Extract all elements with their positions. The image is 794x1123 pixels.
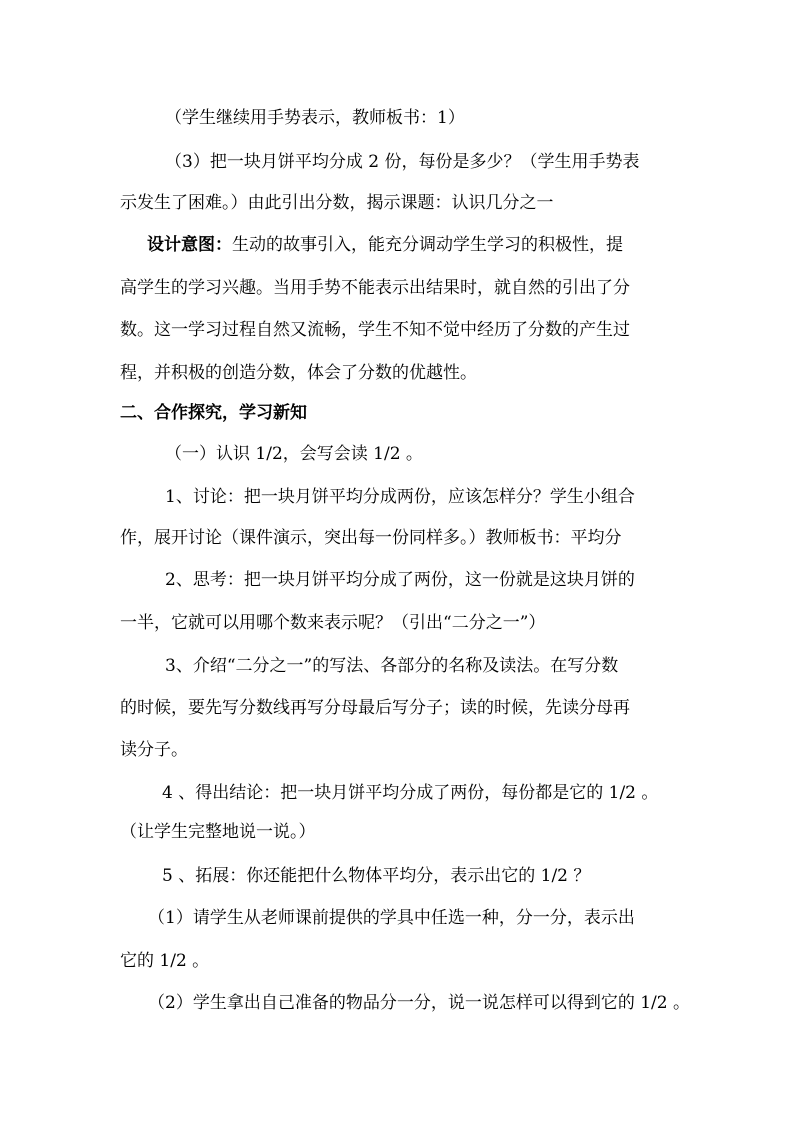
- text-line-16: 读分子。: [120, 740, 188, 760]
- text-line-22: （2）学生拿出自己准备的物品分一分，说一说怎样可以得到它的 1/2 。: [148, 993, 690, 1013]
- design-intent-label: 设计意图：: [147, 235, 232, 255]
- text-line-6: 数。这一学习过程自然又流畅，学生不知不觉中经历了分数的产生过: [120, 320, 630, 340]
- text-line-19: 5 、拓展：你还能把什么物体平均分，表示出它的 1/2 ？: [162, 866, 591, 886]
- text-line-15: 的时候，要先写分数线再写分母最后写分子；读的时候，先读分母再: [120, 698, 630, 718]
- design-intent-text: 生动的故事引入，能充分调动学生学习的积极性，提: [232, 235, 623, 255]
- text-line-2: （3）把一块月饼平均分成 2 份，每份是多少？（学生用手势表: [165, 152, 640, 172]
- text-line-13: 一半，它就可以用哪个数来表示呢？（引出“二分之一”）: [120, 613, 546, 633]
- subsection-heading: （一）认识 1/2，会写会读 1/2 。: [165, 444, 423, 464]
- text-line-14: 3、介绍“二分之一”的写法、各部分的名称及读法。在写分数: [165, 656, 619, 676]
- text-line-21: 它的 1/2 。: [120, 951, 210, 971]
- text-line-12: 2、思考：把一块月饼平均分成了两份，这一份就是这块月饼的: [165, 570, 635, 590]
- text-line-1: （学生继续用手势表示，教师板书：1）: [165, 108, 465, 128]
- section-heading: 二、合作探究，学习新知: [120, 403, 307, 423]
- text-line-3: 示发生了困难。）由此引出分数，揭示课题：认识几分之一: [120, 193, 554, 213]
- text-line-17: 4 、得出结论：把一块月饼平均分成了两份，每份都是它的 1/2 。: [162, 783, 659, 803]
- text-line-5: 高学生的学习兴趣。当用手势不能表示出结果时，就自然的引出了分: [120, 278, 630, 298]
- text-line-20: （1）请学生从老师课前提供的学具中任选一种，分一分，表示出: [148, 908, 635, 928]
- text-line-11: 作，展开讨论（课件演示，突出每一份同样多。）教师板书：平均分: [120, 528, 622, 548]
- text-line-18: （让学生完整地说一说。）: [120, 822, 316, 842]
- text-line-4: [147, 235, 623, 255]
- text-line-7: 程，并积极的创造分数，体会了分数的优越性。: [120, 363, 477, 383]
- text-line-10: 1、讨论：把一块月饼平均分成两份，应该怎样分？学生小组合: [165, 487, 635, 507]
